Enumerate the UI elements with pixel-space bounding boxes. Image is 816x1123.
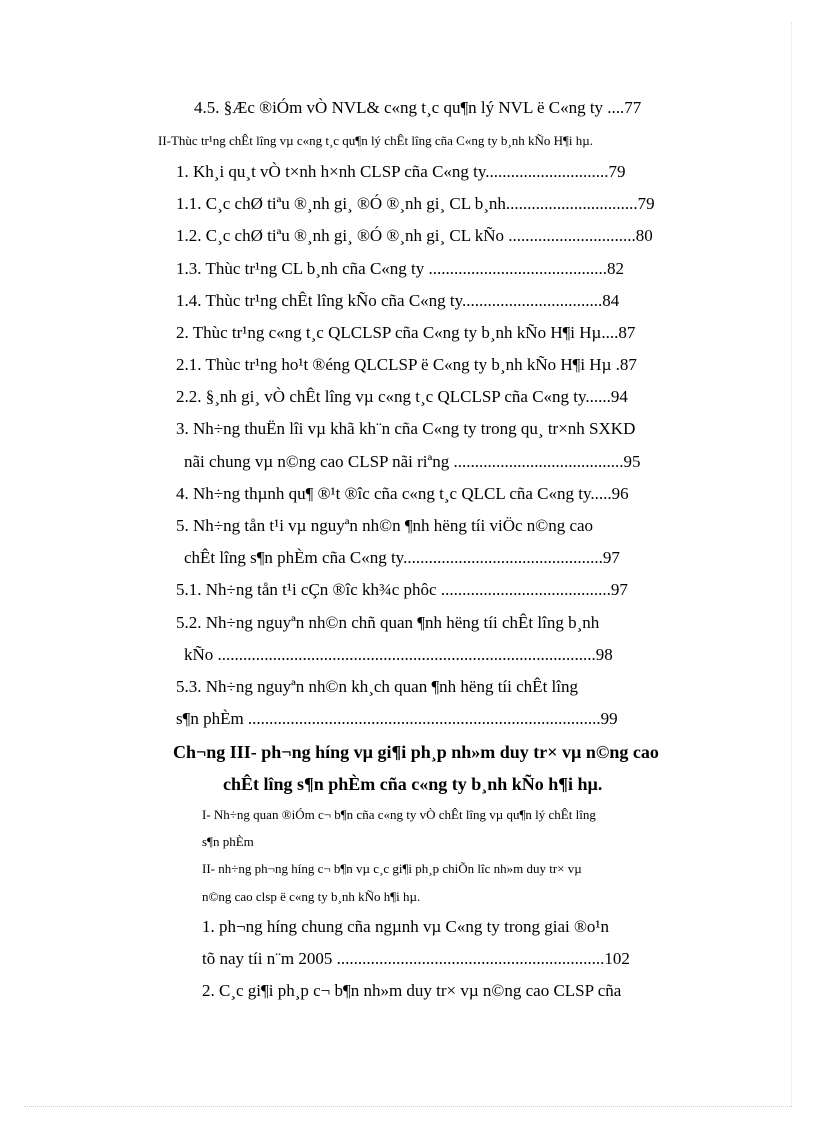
toc-line: n©ng cao clsp ë c«ng ty b¸nh kÑo h¶i hµ. — [202, 889, 421, 904]
toc-line: 5.2. Nh÷ng nguyªn nh©n chñ quan ¶nh hëng tíi chÊt lîng b¸nh — [176, 613, 600, 632]
toc-line: 5. Nh÷ng tån t¹i vµ nguyªn nh©n ¶nh hëng tíi viÖc n©ng cao — [176, 516, 594, 535]
page-right-border — [791, 22, 792, 1106]
toc-line: 2.1. Thùc tr¹ng ho¹t ®éng QLCLSP ë C«ng ty b¸nh kÑo H¶i Hµ .87 — [176, 355, 637, 374]
toc-line: kÑo .........................................................................................98 — [184, 645, 613, 664]
toc-line: 2. Thùc tr¹ng c«ng t¸c QLCLSP cña C«ng ty b¸nh kÑo H¶i Hµ....87 — [176, 323, 636, 342]
toc-line: 5.1. Nh÷ng tån t¹i cÇn ®îc kh¾c phôc ........................................97 — [176, 580, 628, 599]
toc-line: I- Nh÷ng quan ®iÓm c¬ b¶n cña c«ng ty vÒ chÊt lîng vµ qu¶n lý chÊt lîng — [202, 807, 596, 822]
toc-line: s¶n phÈm — [202, 834, 254, 849]
toc-line: 3. Nh÷ng thuËn lîi vµ khã kh¨n cña C«ng ty trong qu¸ tr×nh SXKD — [176, 419, 636, 438]
toc-line: II- nh÷ng ph¬ng híng c¬ b¶n vµ c¸c gi¶i ph¸p chiÕn lîc nh»m duy tr× vµ — [202, 861, 582, 876]
toc-line: II-Thùc tr¹ng chÊt lîng vµ c«ng t¸c qu¶n lý chÊt lîng cña C«ng ty b¸nh kÑo H¶i hµ. — [158, 133, 594, 148]
toc-line: 1. Kh¸i qu¸t vÒ t×nh h×nh CLSP cña C«ng ty.............................79 — [176, 162, 626, 181]
chapter-heading: chÊt lîng s¶n phÈm cña c«ng ty b¸nh kÑo h¶i hµ. — [223, 774, 603, 794]
toc-line: 1.2. C¸c chØ tiªu ®¸nh gi¸ ®Ó ®¸nh gi¸ CL kÑo ..............................80 — [176, 226, 653, 245]
toc-line: s¶n phÈm ...................................................................................99 — [176, 709, 618, 728]
toc-line: 1.3. Thùc tr¹ng CL b¸nh cña C«ng ty ..........................................82 — [176, 259, 625, 278]
chapter-heading: Ch¬ng III- ph¬ng híng vµ gi¶i ph¸p nh»m duy tr× vµ n©ng cao — [173, 742, 659, 762]
toc-line: 1. ph¬ng híng chung cña ngµnh vµ C«ng ty trong giai ®o¹n — [202, 917, 609, 936]
toc-line: 4.5. §Æc ®iÓm vÒ NVL& c«ng t¸c qu¶n lý NVL ë C«ng ty ....77 — [194, 98, 642, 117]
toc-line: 5.3. Nh÷ng nguyªn nh©n kh¸ch quan ¶nh hëng tíi chÊt lîng — [176, 677, 578, 696]
toc-line: 4. Nh÷ng thµnh qu¶ ®¹t ®îc cña c«ng t¸c QLCL cña C«ng ty.....96 — [176, 484, 629, 503]
toc-line: chÊt lîng s¶n phÈm cña C«ng ty...............................................97 — [184, 548, 620, 567]
toc-line: nãi chung vµ n©ng cao CLSP nãi riªng ........................................95 — [184, 452, 641, 471]
page-bottom-border — [24, 1106, 792, 1107]
toc-line: 1.1. C¸c chØ tiªu ®¸nh gi¸ ®Ó ®¸nh gi¸ CL b¸nh...............................79 — [176, 194, 655, 213]
toc-line: tõ nay tíi n¨m 2005 ...............................................................102 — [202, 949, 630, 968]
toc-line: 1.4. Thùc tr¹ng chÊt lîng kÑo cña C«ng ty.................................84 — [176, 291, 620, 310]
toc-line: 2. C¸c gi¶i ph¸p c¬ b¶n nh»m duy tr× vµ n©ng cao CLSP cña — [202, 981, 622, 1000]
toc-line: 2.2. §¸nh gi¸ vÒ chÊt lîng vµ c«ng t¸c QLCLSP cña C«ng ty......94 — [176, 387, 628, 406]
